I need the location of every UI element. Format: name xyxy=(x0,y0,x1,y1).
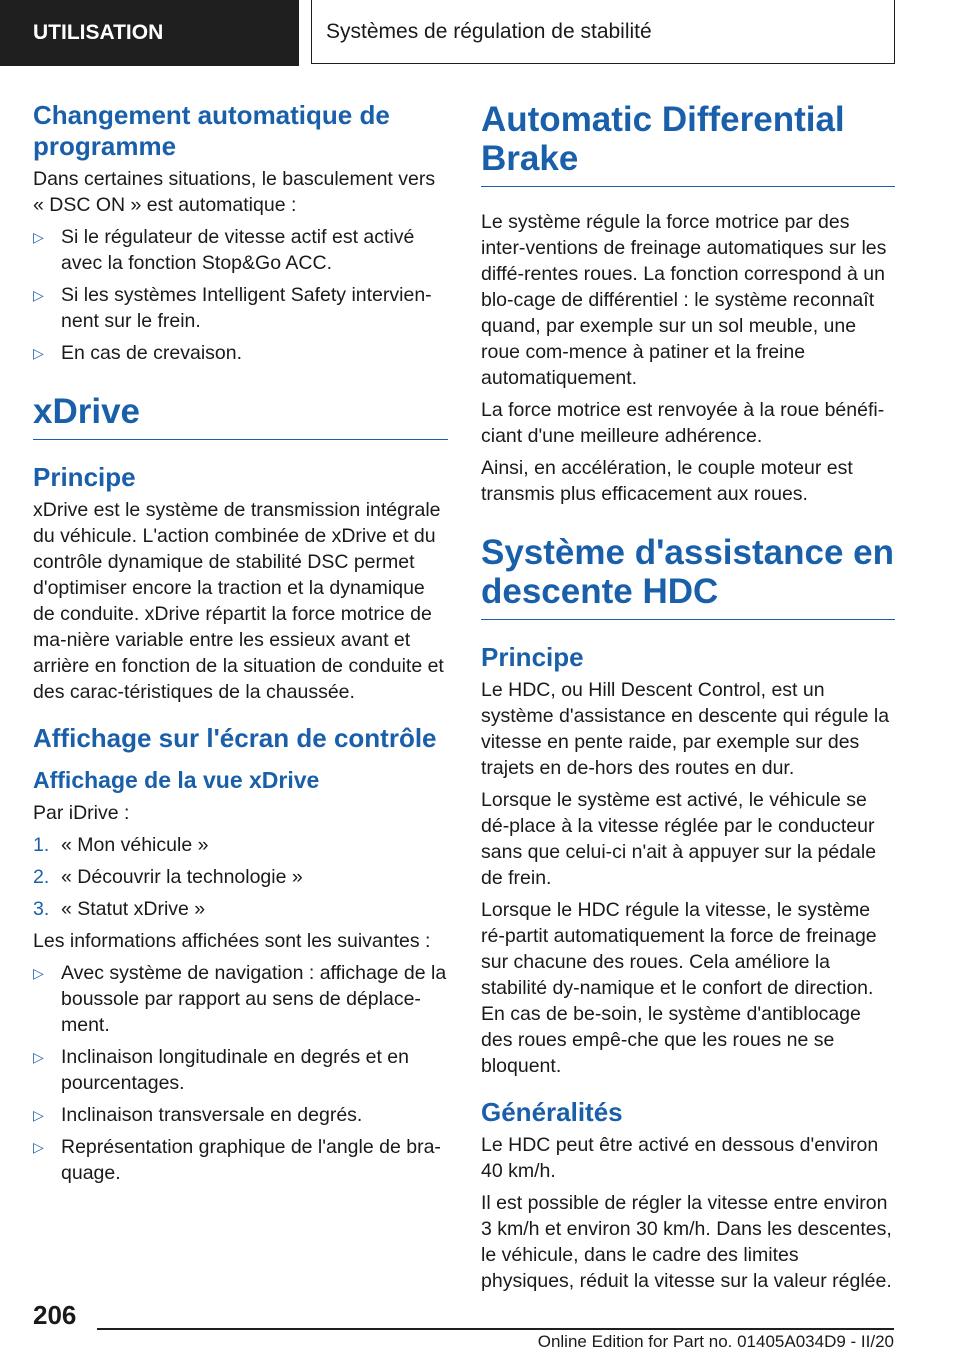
hdc-heading: Système d'assistance en descente HDC xyxy=(481,533,895,620)
info-list xyxy=(33,960,448,1186)
adb-paragraph: La force motrice est renvoyée à la roue bénéfi-ciant d'une meilleure adhérence. xyxy=(481,399,885,447)
triangle-bullet-icon: ▷ xyxy=(33,1139,44,1155)
list-item: ▷ Inclinaison transversale en degrés. xyxy=(33,1104,363,1126)
adb-heading: Automatic Differential Brake xyxy=(481,100,895,187)
edition-note: Online Edition for Part no. 01405A034D9 - II/20 xyxy=(537,1332,894,1351)
hdc-paragraph: Lorsque le système est activé, le véhicule se dé-place à la vitesse réglée par le conducteur sans que celui-ci n'ait à appuyer sur la pédale de frein. xyxy=(481,789,877,889)
xdrive-principe-text: xDrive est le système de transmission intégrale du véhicule. L'action combinée de xDrive et du contrôle dynamique de stabilité DSC permet d'optimiser encore la traction et la dynamique de conduite. xDrive répartit la force motrice de ma-nière variable entre les essieux avant et arrière en fonction de la situation de conduite et des carac-téristiques de la chaussée. xyxy=(33,499,444,703)
triangle-bullet-icon: ▷ xyxy=(33,965,44,981)
triangle-bullet-icon: ▷ xyxy=(33,229,44,245)
footer-divider xyxy=(97,1328,894,1330)
info-intro: Les informations affichées sont les suivantes : xyxy=(33,930,431,952)
list-item: ▷ Si les systèmes Intelligent Safety intervien-nent sur le frein. xyxy=(33,284,432,332)
view-heading: Affichage de la vue xDrive xyxy=(33,767,320,793)
xdrive-principe-heading: Principe xyxy=(33,462,136,492)
adb-paragraph: Ainsi, en accélération, le couple moteur est transmis plus efficacement aux roues. xyxy=(481,457,853,505)
triangle-bullet-icon: ▷ xyxy=(33,287,44,303)
right-column xyxy=(481,100,895,1300)
page-number: 206 xyxy=(33,1300,77,1330)
list-item: ▷ Avec système de navigation : affichage de la boussole par rapport au sens de déplace-ment. xyxy=(33,962,447,1036)
list-item: ▷ En cas de crevaison. xyxy=(33,342,243,364)
auto-change-intro: Dans certaines situations, le basculement vers « DSC ON » est automatique : xyxy=(33,168,436,216)
section-tab: UTILISATION xyxy=(0,0,299,66)
xdrive-heading: xDrive xyxy=(33,392,448,440)
list-item: ▷ Inclinaison longitudinale en degrés et en pourcentages. xyxy=(33,1046,410,1094)
list-item: 3. « Statut xDrive » xyxy=(33,898,206,920)
adb-paragraph: Le système régule la force motrice par des inter-ventions de freinage automatiques sur les diffé-rentes roues. La fonction correspond à un blo-cage de différentiel : le système reconnaît quand, par exemple sur un sol meuble, une roue com-mence à patiner et la freine automatiquement. xyxy=(481,211,887,389)
hdc-principe-heading: Principe xyxy=(481,642,584,672)
triangle-bullet-icon: ▷ xyxy=(33,1107,44,1123)
page-header xyxy=(0,0,960,66)
steps-list xyxy=(33,832,448,922)
hdc-paragraph: Le HDC, ou Hill Descent Control, est un système d'assistance en descente qui régule la vitesse en pente raide, par exemple sur des trajets en de-hors des routes en dur. xyxy=(481,679,890,779)
hdc-general-paragraph: Il est possible de régler la vitesse entre environ 3 km/h et environ 30 km/h. Dans les descentes, le véhicule, dans le cadre des limites physiques, réduit la vitesse sur la valeur réglée. xyxy=(481,1192,892,1292)
via-text: Par iDrive : xyxy=(33,802,130,824)
left-column xyxy=(33,100,448,1192)
auto-change-list xyxy=(33,224,448,366)
auto-change-heading: Changement automatique de programme xyxy=(33,100,390,161)
list-item: ▷ Si le régulateur de vitesse actif est activé avec la fonction Stop&Go ACC. xyxy=(33,226,415,274)
hdc-paragraph: Lorsque le HDC régule la vitesse, le système ré-partit automatiquement la force de freinage sur chacune des roues. Cela améliore la stabilité dy-namique et le confort de direction. En cas de be-soin, le système d'antiblocage des roues empê-che que les roues ne se bloquent. xyxy=(481,899,877,1077)
triangle-bullet-icon: ▷ xyxy=(33,345,44,361)
chapter-title: Systèmes de régulation de stabilité xyxy=(311,0,895,64)
list-item: 2. « Découvrir la technologie » xyxy=(33,866,303,888)
hdc-general-paragraph: Le HDC peut être activé en dessous d'environ 40 km/h. xyxy=(481,1134,879,1182)
list-item: ▷ Représentation graphique de l'angle de bra-quage. xyxy=(33,1136,441,1184)
hdc-general-heading: Généralités xyxy=(481,1097,623,1127)
triangle-bullet-icon: ▷ xyxy=(33,1049,44,1065)
list-item: 1. « Mon véhicule » xyxy=(33,834,209,856)
display-heading: Affichage sur l'écran de contrôle xyxy=(33,723,437,753)
